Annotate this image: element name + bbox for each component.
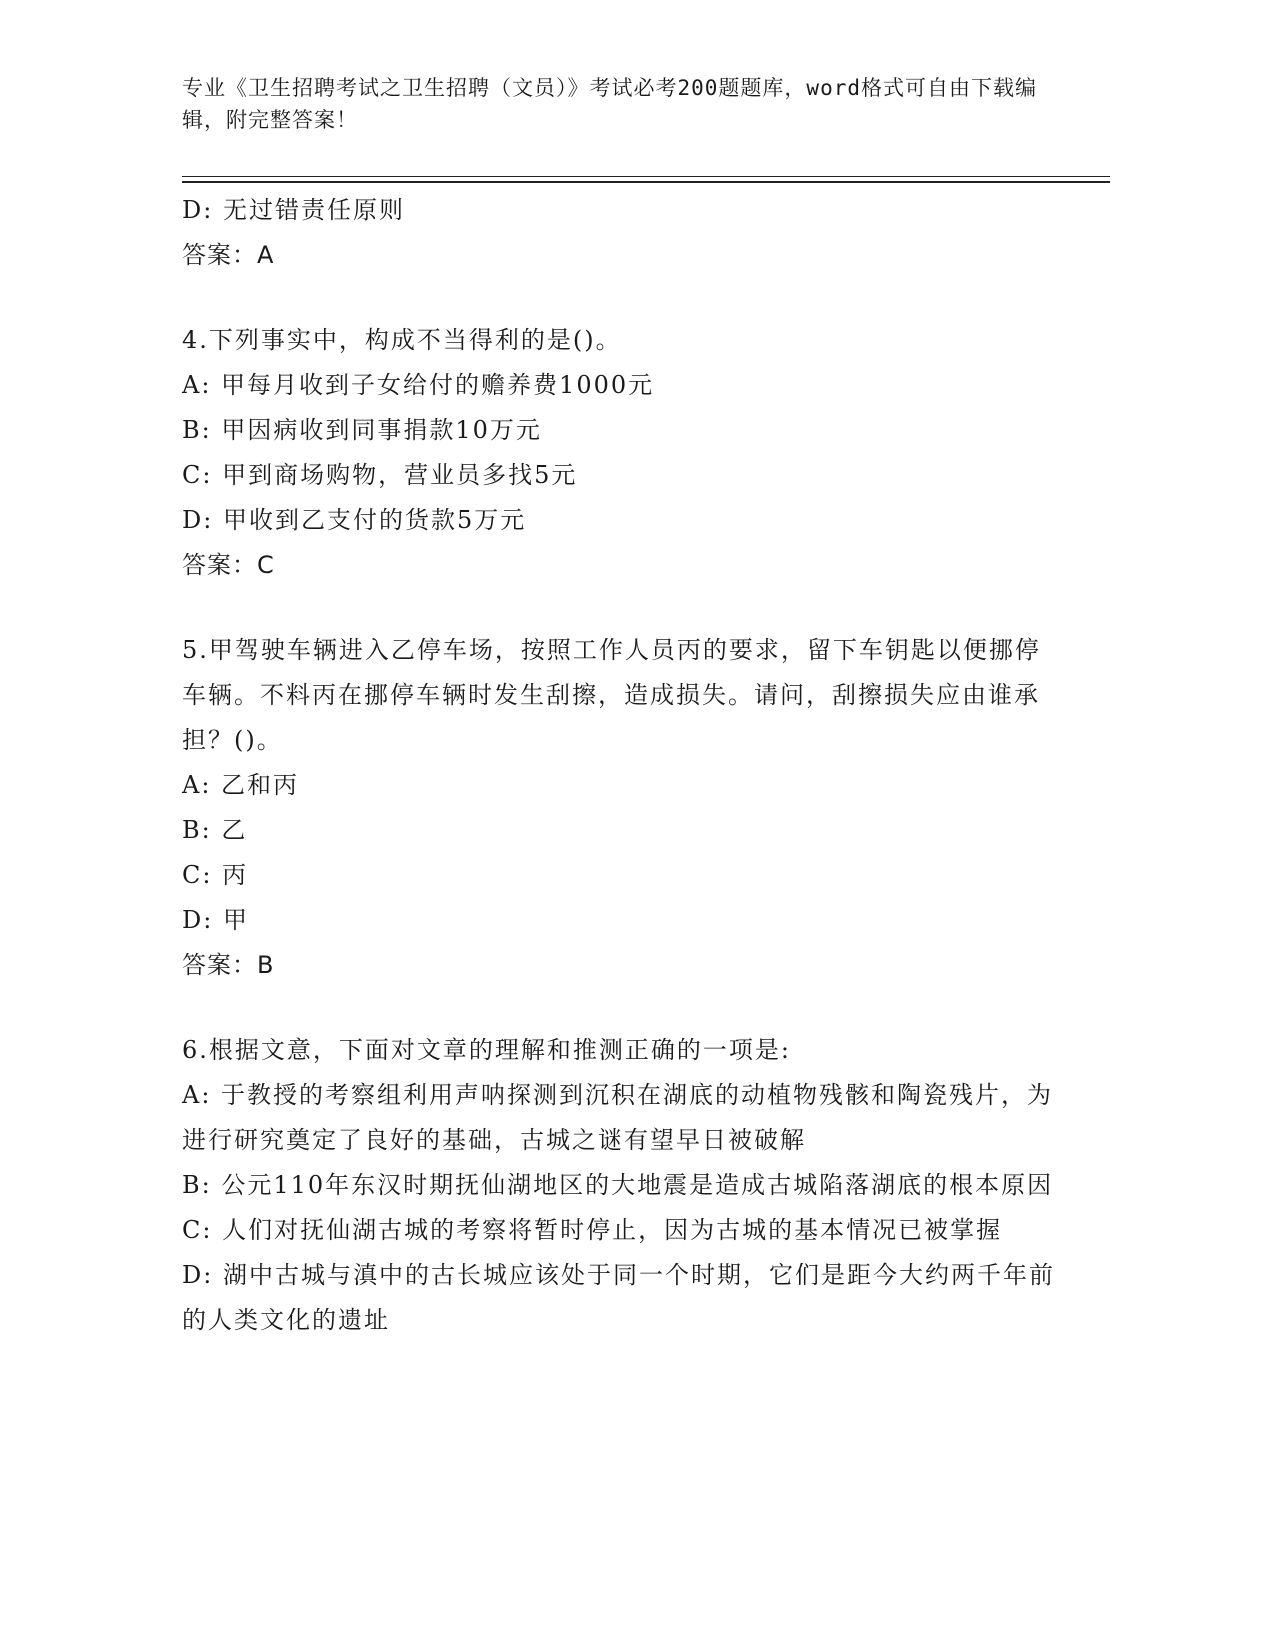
header-rule-thin [182, 176, 1110, 177]
option-c: C: 丙 [182, 861, 249, 889]
option-a: A: 乙和丙 [182, 771, 300, 799]
option-b: B: 甲因病收到同事捐款10万元 [182, 416, 542, 444]
option-a: A: 于教授的考察组利用声呐探测到沉积在湖底的动植物残骸和陶瓷残片，为进行研究奠定了良好的基础，古城之谜有望早日被破解 [182, 1081, 1054, 1154]
question-5 [182, 628, 1062, 988]
answer-line: 答案：B [182, 951, 275, 979]
document-body [182, 188, 1062, 1343]
question-stem: 5.甲驾驶车辆进入乙停车场，按照工作人员丙的要求，留下车钥匙以便挪停车辆。不料丙在挪停车辆时发生刮擦，造成损失。请问，刮擦损失应由谁承担？()。 [182, 636, 1041, 754]
question-partial [182, 188, 1062, 278]
option-b: B: 乙 [182, 816, 248, 844]
option-d: D: 无过错责任原则 [182, 196, 405, 224]
question-4 [182, 318, 1062, 588]
option-b: B: 公元110年东汉时期抚仙湖地区的大地震是造成古城陷落湖底的根本原因 [182, 1171, 1054, 1199]
question-stem: 4.下列事实中，构成不当得利的是()。 [182, 326, 622, 354]
option-d: D: 湖中古城与滇中的古长城应该处于同一个时期，它们是距今大约两千年前的人类文化的遗址 [182, 1261, 1055, 1334]
answer-line: 答案：C [182, 551, 275, 579]
question-stem: 6.根据文意，下面对文章的理解和推测正确的一项是: [182, 1036, 791, 1064]
option-d: D: 甲 [182, 906, 249, 934]
question-6 [182, 1028, 1062, 1343]
answer-line: 答案：A [182, 241, 275, 269]
header-rule-thick [182, 181, 1110, 183]
option-a: A: 甲每月收到子女给付的赡养费1000元 [182, 371, 655, 399]
option-d: D: 甲收到乙支付的货款5万元 [182, 506, 527, 534]
option-c: C: 人们对抚仙湖古城的考察将暂时停止，因为古城的基本情况已被掌握 [182, 1216, 1003, 1244]
option-c: C: 甲到商场购物，营业员多找5元 [182, 461, 578, 489]
document-header: 专业《卫生招聘考试之卫生招聘（文员）》考试必考200题题库，word格式可自由下载编辑，附完整答案！ [182, 76, 1037, 132]
